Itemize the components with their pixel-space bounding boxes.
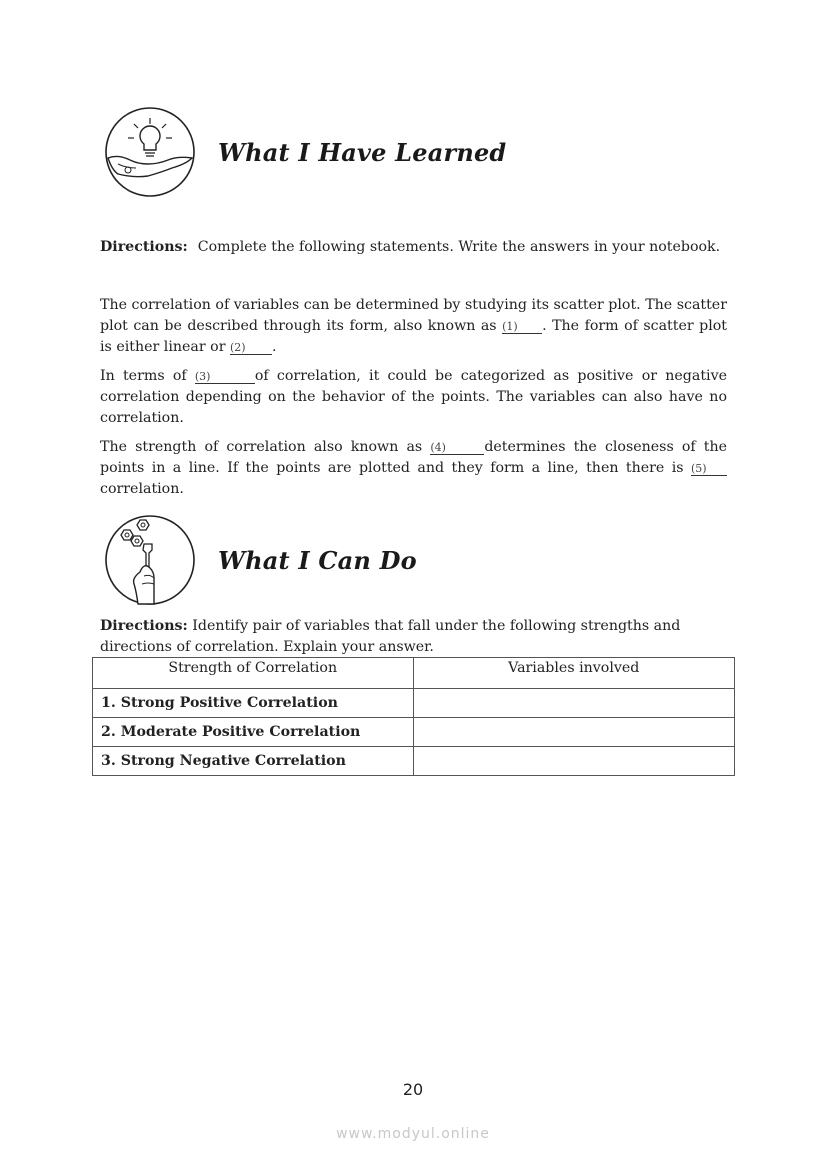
learned-paragraph-2 <box>100 366 727 429</box>
watermark: www.modyul.online <box>336 1126 490 1142</box>
p3-text-b: determines the closeness of the points in a line. If the points are plotted and they form a line, then there is <box>100 439 727 476</box>
directions-text: Complete the following statements. Write the answers in your notebook. <box>197 239 721 255</box>
p1-text-b: . The form of scatter plot is either linear or <box>100 318 727 355</box>
header-variables: Variables involved <box>413 658 734 689</box>
blank-4: (4) <box>430 441 484 455</box>
learned-title: What I Have Learned <box>218 137 507 167</box>
p1-text-a: The correlation of variables can be determined by studying its scatter plot. The scatter plot can be described through its form, also known as <box>100 297 727 334</box>
learned-paragraph-1 <box>100 295 727 358</box>
p1-text-c: . <box>272 339 277 355</box>
answer-cell[interactable] <box>413 747 734 776</box>
blank-2: (2) <box>230 341 272 355</box>
p3-text-a: The strength of correlation also known as <box>100 439 423 455</box>
lightbulb-hand-icon <box>104 106 196 198</box>
p2-text-a: In terms of <box>100 368 187 384</box>
table-row <box>93 689 735 718</box>
answer-cell[interactable] <box>413 718 734 747</box>
page-number: 20 <box>402 1080 424 1099</box>
directions-text: Identify pair of variables that fall under the following strengths and directions of correlation. Explain your answer. <box>100 618 681 655</box>
blank-1: (1) <box>502 320 542 334</box>
p3-text-c: correlation. <box>100 481 184 497</box>
table-header-row <box>93 658 735 689</box>
directions-label: Directions: <box>100 618 188 634</box>
can-do-section-header <box>104 514 417 606</box>
blank-3: (3) <box>195 370 255 384</box>
learned-directions <box>100 237 727 258</box>
blank-5: (5) <box>691 462 727 476</box>
gears-hand-icon <box>104 514 196 606</box>
learned-paragraph-3 <box>100 437 727 500</box>
p2-text-b: of correlation, it could be categorized as positive or negative correlation depending on the behavior of the points. The variables can also have no correlation. <box>100 368 727 426</box>
table-row <box>93 718 735 747</box>
table-row <box>93 747 735 776</box>
header-strength: Strength of Correlation <box>93 658 414 689</box>
correlation-table <box>92 657 735 776</box>
can-do-title: What I Can Do <box>218 545 417 575</box>
row-label: 2. Moderate Positive Correlation <box>93 718 414 747</box>
can-do-directions <box>100 616 727 658</box>
answer-cell[interactable] <box>413 689 734 718</box>
learned-section-header <box>104 106 506 198</box>
row-label: 3. Strong Negative Correlation <box>93 747 414 776</box>
row-label: 1. Strong Positive Correlation <box>93 689 414 718</box>
directions-label: Directions: <box>100 239 188 255</box>
